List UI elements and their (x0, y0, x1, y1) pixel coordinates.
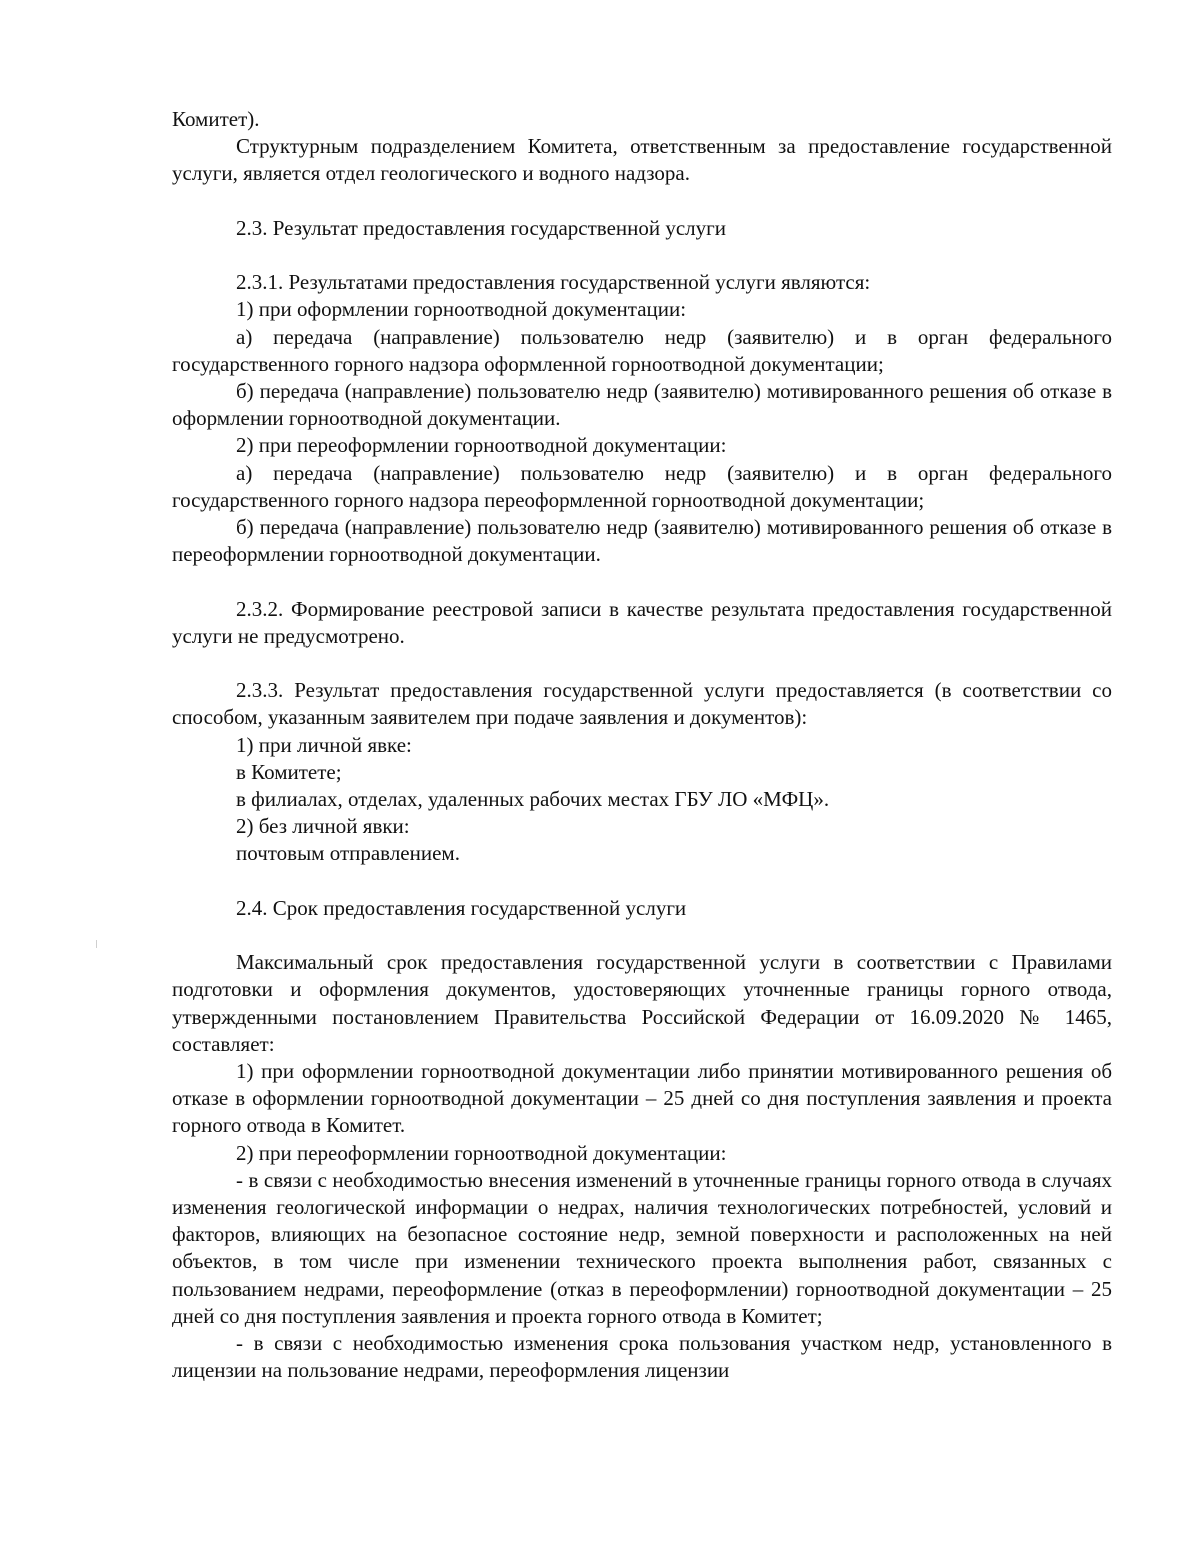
paragraph-max-term: Максимальный срок предоставления государственной услуги в соответствии с Правилами подготовки и оформления документов, удостоверяющих уточненные границы горного отвода, утвержденными постановлением Правительства Российской Федерации от 16.09.2020 № 1465, составляет: (172, 950, 1112, 1056)
list-item-license-term-change: - в связи с необходимостью изменения срока пользования участком недр, установленного в лицензии на пользование недрами, переоформления лицензии (172, 1331, 1112, 1383)
paragraph-committee-end: Комитет). (172, 107, 260, 131)
list-item-boundary-changes: - в связи с необходимостью внесения изменений в уточненные границы горного отвода в случаях изменения геологической информации о недрах, наличия технологических потребностей, условий и факторов, влияющих на безопасное состояние недр, земной поверхности и расположенных на ней объектов, в том числе при изменении технического проекта выполнения работ, связанных с пользованием недрами, переоформление (отказ в переоформлении) горноотводной документации – 25 дней со дня поступления заявления и проекта горного отвода в Комитет; (172, 1167, 1112, 1328)
list-item-mfc-branches: в филиалах, отделах, удаленных рабочих местах ГБУ ЛО «МФЦ». (236, 787, 830, 812)
list-item-without-visit: 2) без личной явки: (236, 814, 410, 839)
list-item-2-reregistration: 2) при переоформлении горноотводной документации: (236, 433, 727, 458)
heading-2-3: 2.3. Результат предоставления государственной услуги (236, 215, 727, 240)
list-item-in-committee: в Комитете; (236, 759, 342, 784)
list-item-term-registration: 1) при оформлении горноотводной документации либо принятии мотивированного решения об отказе в оформлении горноотводной документации – 25 дней со дня поступления заявления и проекта горного отвода в Комитет. (172, 1059, 1112, 1138)
list-item-1b: б) передача (направление) пользователю недр (заявителю) мотивированного решения об отказе в оформлении горноотводной документации. (172, 379, 1112, 431)
heading-2-4: 2.4. Срок предоставления государственной услуги (236, 895, 687, 920)
scan-artifact (96, 940, 97, 948)
paragraph-2-3-2: 2.3.2. Формирование реестровой записи в качестве результата предоставления государственной услуги не предусмотрено. (172, 596, 1112, 648)
paragraph-2-3-3: 2.3.3. Результат предоставления государственной услуги предоставляется (в соответствии со способом, указанным заявителем при подаче заявления и документов): (172, 678, 1112, 730)
list-item-1-registration: 1) при оформлении горноотводной документации: (236, 297, 687, 322)
list-item-personal-visit: 1) при личной явке: (236, 732, 412, 757)
list-item-2a: а) передача (направление) пользователю недр (заявителю) и в орган федерального государственного горного надзора переоформленной горноотводной документации; (172, 460, 1112, 512)
list-item-term-reregistration: 2) при переоформлении горноотводной документации: (236, 1140, 727, 1165)
document-page (172, 106, 1112, 1384)
list-item-1a: а) передача (направление) пользователю недр (заявителю) и в орган федерального государственного горного надзора оформленной горноотводной документации; (172, 324, 1112, 376)
list-item-2b: б) передача (направление) пользователю недр (заявителю) мотивированного решения об отказе в переоформлении горноотводной документации. (172, 515, 1112, 567)
paragraph-structural-unit: Структурным подразделением Комитета, ответственным за предоставление государственной услуги, является отдел геологического и водного надзора. (172, 134, 1112, 186)
paragraph-2-3-1: 2.3.1. Результатами предоставления государственной услуги являются: (236, 270, 871, 295)
list-item-postal: почтовым отправлением. (236, 841, 460, 866)
